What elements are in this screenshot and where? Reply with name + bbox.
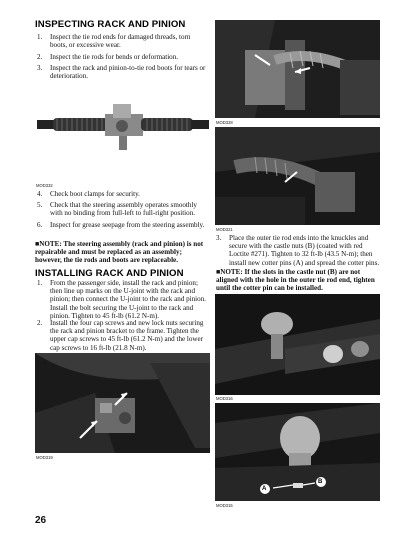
- photo-tie-rod-end-installed: [215, 294, 380, 395]
- step-item: 3. Inspect the rack and pinion-to-tie rod boots for tears or deterioration.: [37, 64, 206, 81]
- page-number: 26: [35, 515, 47, 526]
- step-item: 6. Inspect for grease seepage from the steering assembly.: [37, 221, 205, 229]
- step-item: 2. Install the four cap screws and new lock nuts securing the rack and pinion bracket to the frame. Tighten the upper cap screws to 45 ft-lb (61.2 N-m) and the lower cap screws to 16 ft-lb (21.8 N-m).: [37, 319, 204, 352]
- step-item: 3. Place the outer tie rod ends into the knuckles and secure with the castle nuts (B) (coated with red Loctite #271). Tighten to 32 ft-lb (43.5 N-m); then install new cotter pins (A) and spread the cotter pins.: [216, 234, 380, 267]
- note-steering-assembly: ■NOTE: The steering assembly (rack and pinion) is not repairable and must be replaced as an assembly; however, the tie rods and boots are replaceable.: [35, 240, 204, 265]
- figure-caption: MOD315: [216, 503, 233, 508]
- step-item: 1. From the passenger side, install the rack and pinion; then line up marks on the U-joint with the rack and pinion; then connect the U-joint to the rack and pinion. Install the bolt securing the U-joint to the rack and pinion. Tighten to 45 ft-lb (61.2 N-m).: [37, 279, 207, 320]
- step-item: 4. Check boot clamps for security.: [37, 190, 140, 198]
- callout-label-a: A: [262, 486, 267, 492]
- figure-caption: MOD328: [216, 120, 233, 125]
- figure-caption: MOD316: [216, 396, 233, 401]
- step-item: 1. Inspect the tie rod ends for damaged threads, torn boots, or excessive wear.: [37, 33, 191, 50]
- callout-label-b: B: [318, 479, 323, 485]
- step-item: 5. Check that the steering assembly operates smoothly with no binding from full-left to full-right position.: [37, 201, 197, 218]
- photo-castle-nut-cotter-pin: [215, 403, 380, 501]
- photo-tie-rod-boot: [215, 20, 380, 118]
- figure-caption: MOD319: [36, 455, 53, 460]
- photo-u-joint: [35, 353, 210, 453]
- section-heading-inspecting: INSPECTING RACK AND PINION: [35, 19, 186, 30]
- note-castle-nut: ■NOTE: If the slots in the castle nut (B) are not aligned with the hole in the outer tie rod end, tighten until the cotter pin can be installed.: [216, 268, 375, 293]
- figure-caption: MOD332: [36, 183, 53, 188]
- section-heading-installing: INSTALLING RACK AND PINION: [35, 268, 184, 279]
- figure-caption: MOD321: [216, 227, 233, 232]
- photo-rack-mounted: [215, 127, 380, 225]
- step-item: 2. Inspect the tie rods for bends or deformation.: [37, 53, 179, 61]
- rack-and-pinion-photo: [35, 96, 210, 176]
